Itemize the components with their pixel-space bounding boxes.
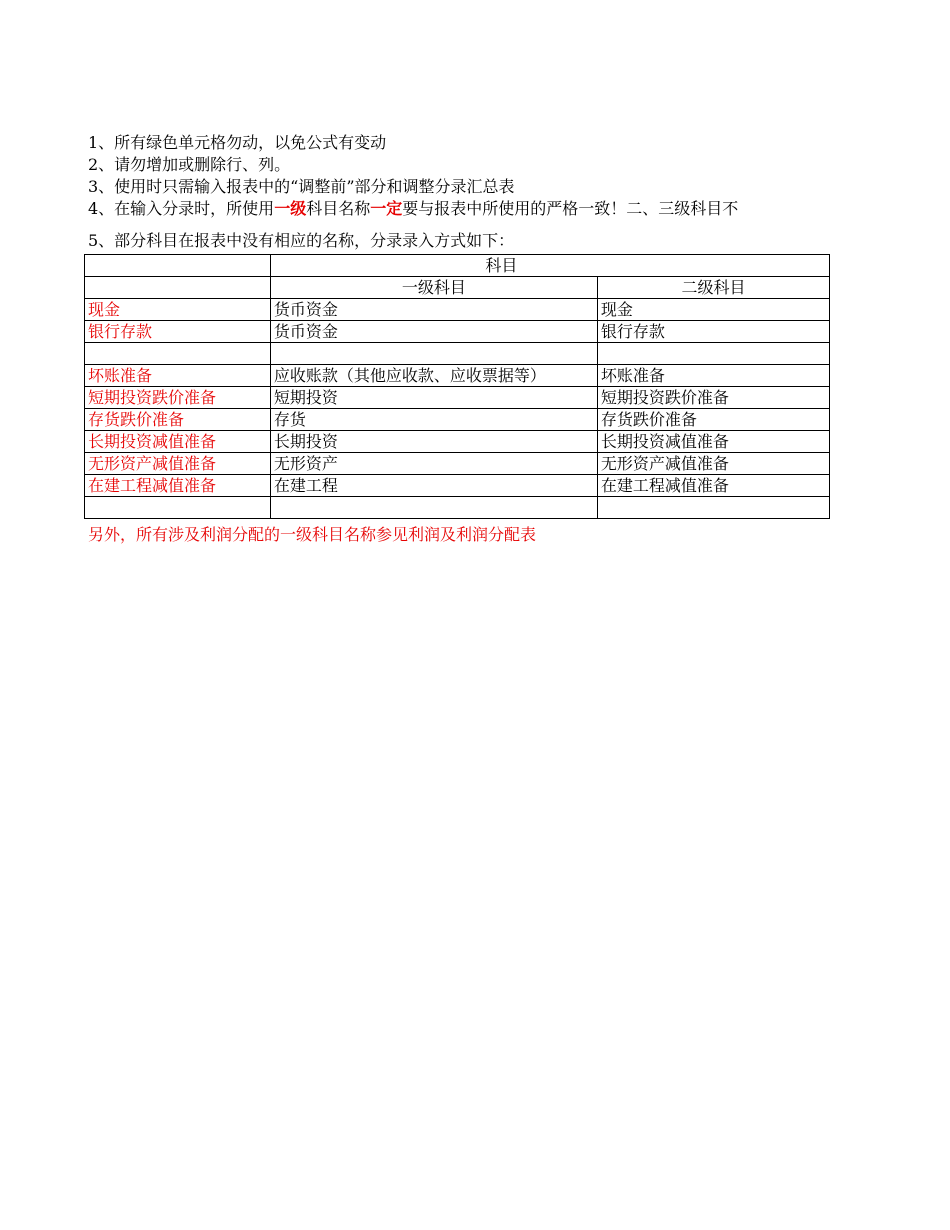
table-header-row	[85, 255, 830, 277]
row-account-name[interactable]	[85, 343, 271, 365]
table-row	[85, 497, 830, 519]
table-row	[85, 431, 830, 453]
table-row	[85, 343, 830, 365]
row-level1-cell[interactable]: 应收账款（其他应收款、应收票据等）	[270, 365, 597, 387]
note-4-text-c: 要与报表中所使用的严格一致！二、三级科目不	[402, 199, 739, 218]
header-level2-subject[interactable]: 二级科目	[597, 277, 829, 299]
table-row	[85, 409, 830, 431]
row-level1-cell[interactable]: 无形资产	[270, 453, 597, 475]
row-level2-cell[interactable]: 存货跌价准备	[597, 409, 829, 431]
row-level2-cell[interactable]: 在建工程减值准备	[597, 475, 829, 497]
row-level1-cell[interactable]	[270, 343, 597, 365]
row-account-name[interactable]: 现金	[85, 299, 271, 321]
row-level2-cell[interactable]: 无形资产减值准备	[597, 453, 829, 475]
row-account-name[interactable]: 坏账准备	[85, 365, 271, 387]
header-blank-cell[interactable]	[85, 255, 271, 277]
note-4-highlight-level1: 一级	[274, 199, 307, 218]
note-4	[88, 198, 738, 220]
row-level1-cell[interactable]: 存货	[270, 409, 597, 431]
account-mapping-table	[84, 254, 830, 519]
header-level1-subject[interactable]: 一级科目	[270, 277, 597, 299]
table-subheader-row	[85, 277, 830, 299]
row-level2-cell[interactable]: 坏账准备	[597, 365, 829, 387]
row-level1-cell[interactable]	[270, 497, 597, 519]
note-4-highlight-must: 一定	[370, 199, 403, 218]
table-row	[85, 321, 830, 343]
row-account-name[interactable]: 银行存款	[85, 321, 271, 343]
table-row	[85, 475, 830, 497]
row-account-name[interactable]	[85, 497, 271, 519]
note-4-text-a: 4、在输入分录时，所使用	[88, 199, 275, 218]
row-account-name[interactable]: 无形资产减值准备	[85, 453, 271, 475]
header-subject-group[interactable]: 科目	[270, 255, 829, 277]
row-level2-cell[interactable]	[597, 343, 829, 365]
row-account-name[interactable]: 存货跌价准备	[85, 409, 271, 431]
note-4-text-b: 科目名称	[306, 199, 371, 218]
row-level2-cell[interactable]: 短期投资跌价准备	[597, 387, 829, 409]
table-row	[85, 365, 830, 387]
subheader-blank-cell[interactable]	[85, 277, 271, 299]
note-2: 2、请勿增加或删除行、列。	[88, 155, 291, 174]
row-level2-cell[interactable]	[597, 497, 829, 519]
table-row	[85, 453, 830, 475]
note-3: 3、使用时只需输入报表中的“调整前”部分和调整分录汇总表	[88, 177, 515, 196]
row-level1-cell[interactable]: 长期投资	[270, 431, 597, 453]
table-row	[85, 299, 830, 321]
row-level1-cell[interactable]: 货币资金	[270, 299, 597, 321]
row-level2-cell[interactable]: 现金	[597, 299, 829, 321]
row-account-name[interactable]: 短期投资跌价准备	[85, 387, 271, 409]
note-1: 1、所有绿色单元格勿动，以免公式有变动	[88, 133, 387, 152]
row-level2-cell[interactable]: 长期投资减值准备	[597, 431, 829, 453]
note-5: 5、部分科目在报表中没有相应的名称，分录录入方式如下：	[88, 231, 515, 250]
row-level1-cell[interactable]: 货币资金	[270, 321, 597, 343]
row-level2-cell[interactable]: 银行存款	[597, 321, 829, 343]
profit-distribution-note: 另外，所有涉及利润分配的一级科目名称参见利润及利润分配表	[88, 525, 537, 544]
row-level1-cell[interactable]: 短期投资	[270, 387, 597, 409]
row-level1-cell[interactable]: 在建工程	[270, 475, 597, 497]
table-row	[85, 387, 830, 409]
print-area	[84, 130, 830, 570]
row-account-name[interactable]: 在建工程减值准备	[85, 475, 271, 497]
row-account-name[interactable]: 长期投资减值准备	[85, 431, 271, 453]
